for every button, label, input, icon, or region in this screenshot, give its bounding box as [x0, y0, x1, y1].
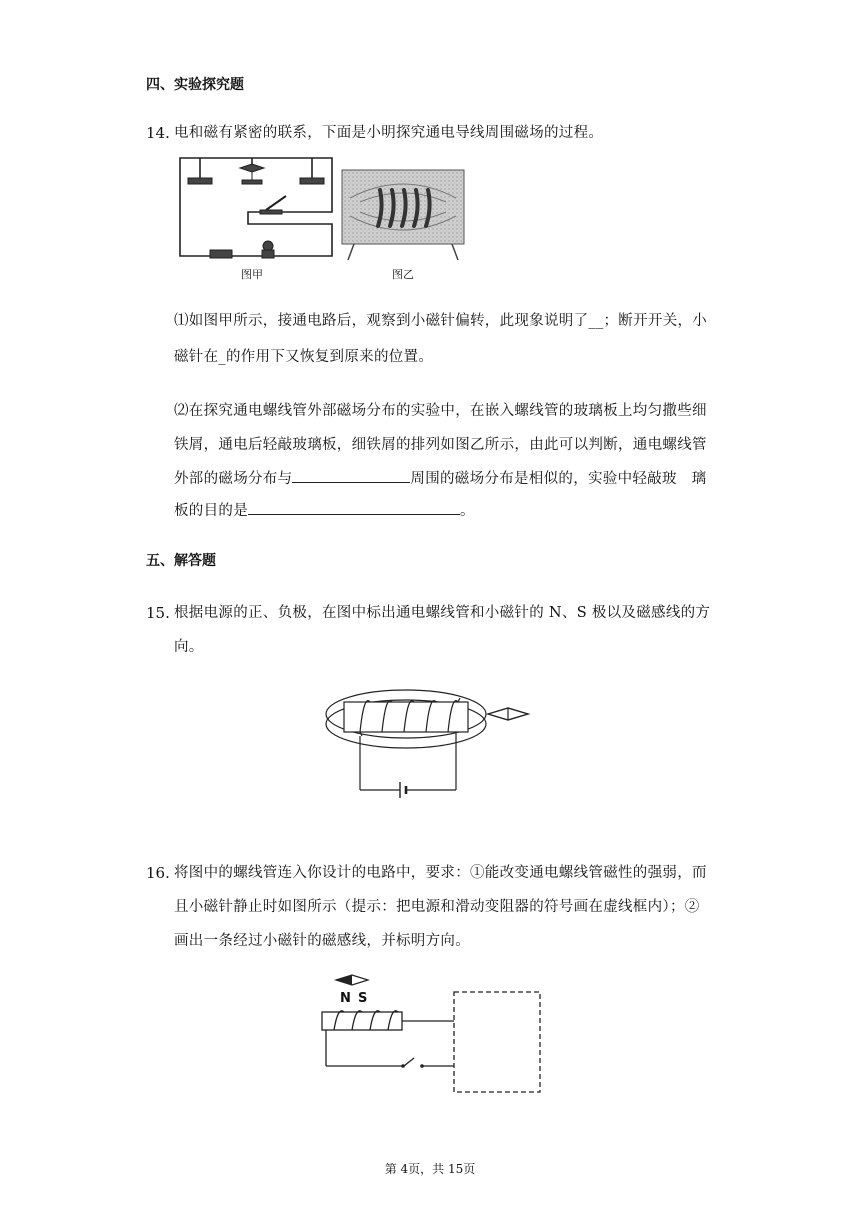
q14-part2-line1: ⑵在探究通电螺线管外部磁场分布的实验中，在嵌入螺线管的玻璃板上均匀撒些细: [174, 403, 707, 419]
q14-part1-line1: ⑴如图甲所示，接通电路后，观察到小磁针偏转，此现象说明了__；断开开关，小: [174, 313, 708, 329]
question-15-line1: 根据电源的正、负极，在图中标出通电螺线管和小磁针的 N、S 极以及磁感线的方: [174, 605, 711, 621]
question-15-line2: 向。: [174, 639, 204, 655]
figure-jia-caption: 图甲: [241, 268, 263, 281]
answer-blank-purpose[interactable]: [248, 498, 460, 515]
q15-solenoid-diagram: [324, 686, 534, 802]
q16-label-n: N: [340, 991, 351, 1006]
question-number-15: 15.: [146, 604, 170, 622]
answer-blank-field-a[interactable]: [292, 466, 410, 483]
figure-yi-caption: 图乙: [392, 268, 414, 281]
question-16-line2: 且小磁针静止时如图所示（提示：把电源和滑动变阻器的符号画在虚线框内）；②: [174, 899, 700, 915]
q14-part2-line4: [174, 494, 475, 528]
q16-circuit-diagram: [318, 972, 548, 1078]
question-number-14: 14.: [146, 124, 170, 142]
q14-part2-line3-after-blank: 周围的磁场分布是相似的，实验中轻敲玻 璃: [410, 471, 707, 487]
question-number-16: 16.: [146, 864, 170, 882]
q14-part2-line4-before-blank: 板的目的是: [174, 503, 248, 519]
section-title-4: 四、实验探究题: [146, 77, 244, 93]
figure-yi-iron-filings: [340, 168, 466, 281]
figure-jia-circuit: [176, 150, 336, 281]
q14-part2-line4-end: 。: [460, 503, 475, 519]
q14-part1-line2: 磁针在_的作用下又恢复到原来的位置。: [174, 349, 434, 365]
question-16-line3: 画出一条经过小磁针的磁感线，并标明方向。: [174, 933, 470, 949]
question-14-stem: 电和磁有紧密的联系，下面是小明探究通电导线周围磁场的过程。: [174, 125, 604, 141]
q14-part2-line3-before-blank: 外部的磁场分布与: [174, 471, 293, 487]
q14-part2-line2: 铁屑，通电后轻敲玻璃板，细铁屑的排列如图乙所示，由此可以判断，通电螺线管: [174, 437, 707, 453]
q14-part2-line3: [174, 462, 706, 496]
section-title-5: 五、解答题: [146, 553, 216, 569]
page-number-footer: 第 4页，共 15页: [384, 1162, 476, 1176]
q16-label-s: S: [358, 991, 368, 1006]
question-16-line1: 将图中的螺线管连入你设计的电路中，要求：①能改变通电螺线管磁性的强弱，而: [174, 865, 707, 881]
